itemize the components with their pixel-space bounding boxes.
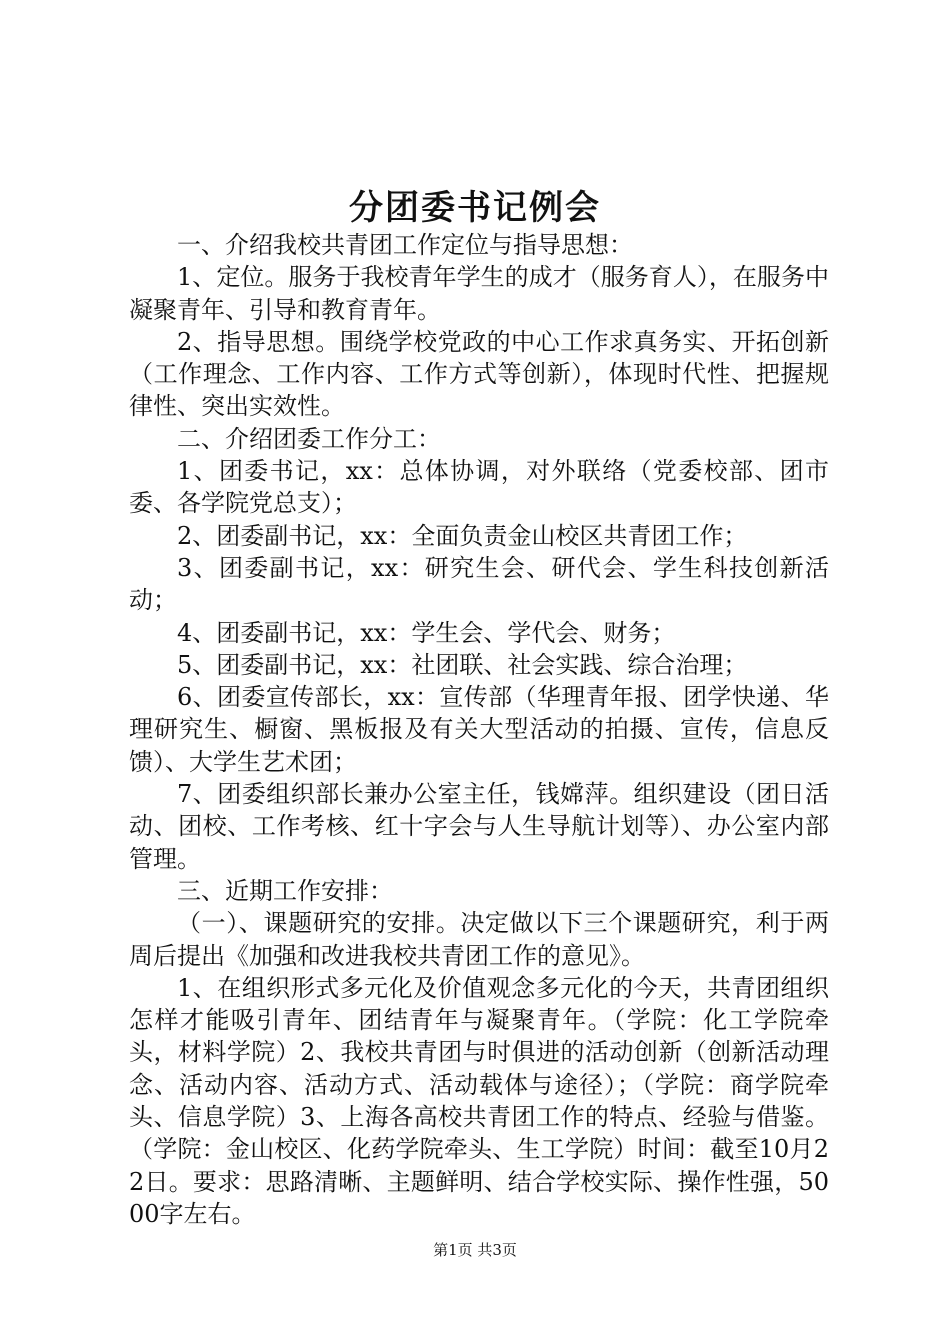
- paragraph: 5、团委副书记，xx：社团联、社会实践、综合治理；: [177, 650, 748, 679]
- paragraph: 一、介绍我校共青团工作定位与指导思想：: [177, 231, 633, 259]
- paragraph: 1、定位。服务于我校青年学生的成才（服务育人），在服务中凝聚青年、引导和教育青年。: [129, 263, 829, 324]
- paragraph: 2、指导思想。围绕学校党政的中心工作求真务实、开拓创新（工作理念、工作内容、工作方式等创新），体现时代性、把握规律性、突出实效性。: [129, 327, 829, 421]
- paragraph: 6、团委宣传部长，xx：宣传部（华理青年报、团学快递、华理研究生、橱窗、黑板报及有关大型活动的拍摄、宣传，信息反馈）、大学生艺术团；: [129, 683, 829, 776]
- paragraph: （一）、课题研究的安排。决定做以下三个课题研究，利于两周后提出《加强和改进我校共青团工作的意见》。: [129, 909, 829, 970]
- paragraph: 三、近期工作安排：: [177, 876, 393, 905]
- paragraph: 2、团委副书记，xx：全面负责金山校区共青团工作；: [177, 521, 748, 550]
- document-body: [129, 229, 829, 1230]
- paragraph: 7、团委组织部长兼办公室主任，钱嫦萍。组织建设（团日活动、团校、工作考核、红十字会与人生导航计划等）、办公室内部管理。: [129, 780, 829, 873]
- page-footer: 第1页 共3页: [433, 1241, 517, 1259]
- document-title: 分团委书记例会: [349, 188, 601, 228]
- paragraph: 二、介绍团委工作分工：: [177, 424, 441, 453]
- paragraph: 1、在组织形式多元化及价值观念多元化的今天，共青团组织怎样才能吸引青年、团结青年与凝聚青年。（学院：化工学院牵头，材料学院）2、我校共青团与时俱进的活动创新（创新活动理念、活动内容、活动方式、活动载体与途径）；（学院：商学院牵头、信息学院）3、上海各高校共青团工作的特点、经验与借鉴。（学院：金山校区、化药学院牵头、生工学院）时间：截至10月22日。要求：思路清晰、主题鲜明、结合学校实际、操作性强，5000字左右。: [129, 973, 829, 1228]
- paragraph: 3、团委副书记，xx：研究生会、研代会、学生科技创新活动；: [129, 553, 829, 615]
- paragraph: 1、团委书记，xx：总体协调，对外联络（党委校部、团市委、各学院党总支）；: [129, 457, 829, 518]
- paragraph: 4、团委副书记，xx：学生会、学代会、财务；: [177, 618, 676, 647]
